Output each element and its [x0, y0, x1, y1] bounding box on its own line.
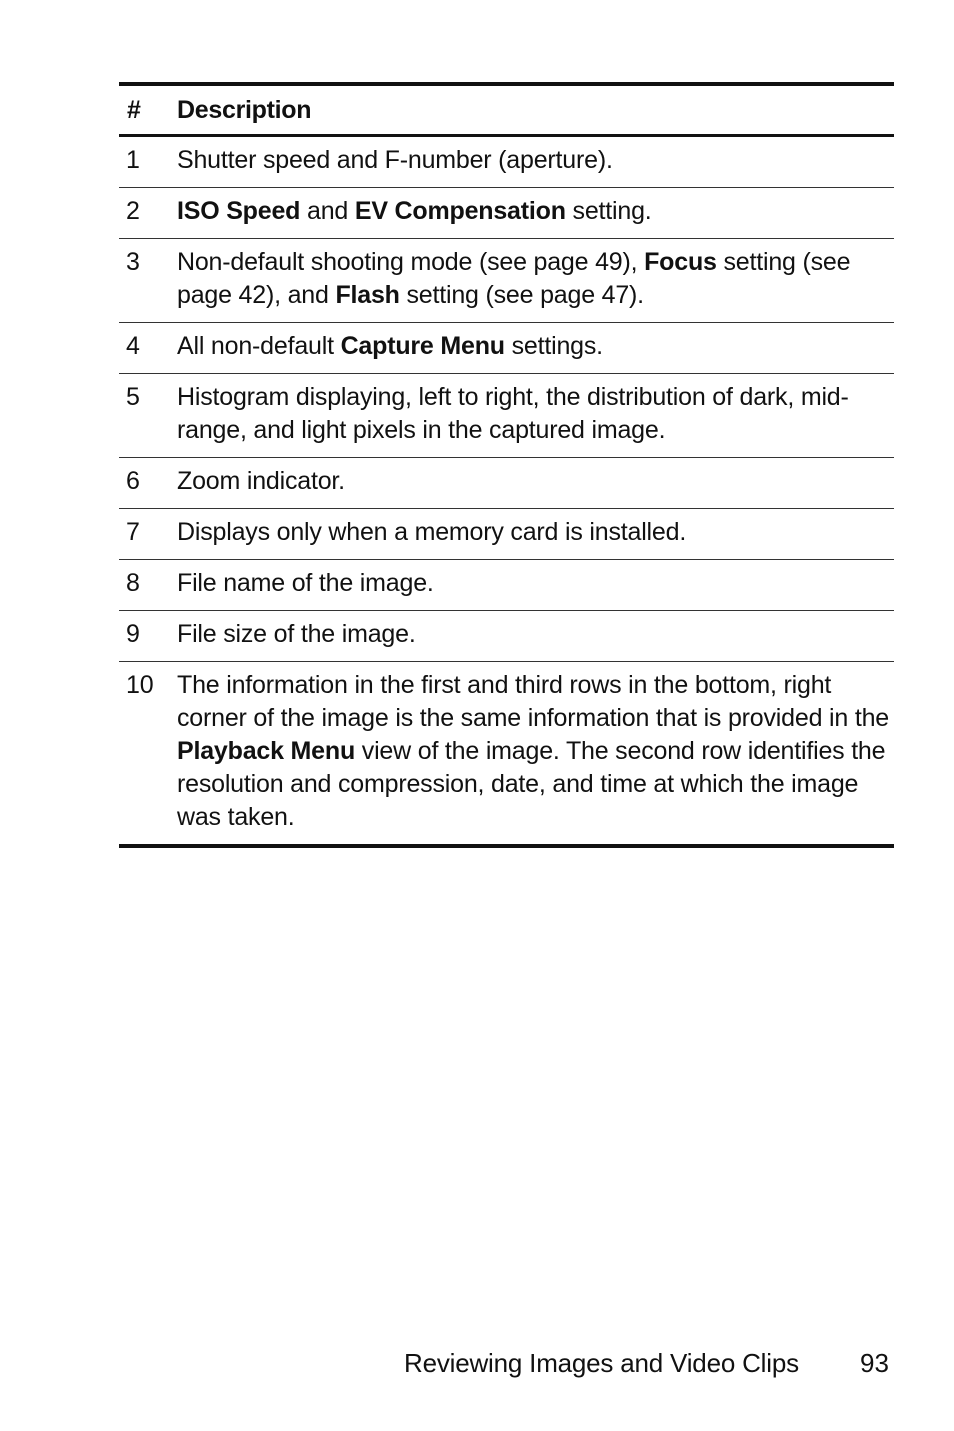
- table-row: [119, 323, 894, 374]
- table-row: [119, 509, 894, 560]
- bold-term: EV Compensation: [354, 197, 566, 225]
- description-table: [119, 82, 894, 848]
- description-text: File name of the image.: [177, 569, 434, 597]
- row-description: [177, 239, 894, 323]
- table-row: [119, 374, 894, 458]
- table-row: [119, 662, 894, 847]
- row-description: [177, 509, 894, 560]
- header-number: #: [127, 95, 141, 124]
- row-number: 3: [126, 248, 140, 276]
- row-number: 8: [126, 569, 140, 597]
- table-body: [119, 136, 894, 847]
- row-description: [177, 611, 894, 662]
- row-number: 5: [126, 383, 140, 411]
- description-text: settings.: [504, 332, 603, 360]
- table-row: [119, 188, 894, 239]
- bold-term: Playback Menu: [177, 737, 356, 765]
- row-number: 2: [126, 197, 140, 225]
- table-header-row: [119, 84, 894, 136]
- bold-term: Capture Menu: [340, 332, 505, 360]
- header-description: Description: [177, 95, 312, 124]
- bold-term: Flash: [335, 281, 400, 309]
- page-footer: [0, 1348, 954, 1384]
- description-text: File size of the image.: [177, 620, 416, 648]
- description-text: The information in the first and third rows in the bottom, right corner of the image is the same information that is provided in the: [177, 671, 889, 732]
- description-text: Displays only when a memory card is installed.: [177, 518, 687, 546]
- row-description: [177, 560, 894, 611]
- description-text: setting (see page 47).: [399, 281, 644, 309]
- table-row: [119, 611, 894, 662]
- row-number: 6: [126, 467, 140, 495]
- row-number: 1: [126, 146, 140, 174]
- bold-term: ISO Speed: [177, 197, 301, 225]
- bold-term: Focus: [644, 248, 717, 276]
- description-text: and: [300, 197, 355, 225]
- page-number: 93: [860, 1348, 889, 1378]
- table-row: [119, 560, 894, 611]
- row-number: 9: [126, 620, 140, 648]
- description-text: Non-default shooting mode (see page 49),: [177, 248, 645, 276]
- row-description: [177, 323, 894, 374]
- row-description: [177, 662, 894, 847]
- row-number: 7: [126, 518, 140, 546]
- description-table-container: [119, 82, 894, 848]
- table-row: [119, 239, 894, 323]
- description-text: view of the image. The second row identifies the resolution and compression, date, and time at which the image was taken.: [177, 737, 886, 831]
- row-description: [177, 374, 894, 458]
- description-text: setting.: [565, 197, 652, 225]
- row-number: 4: [126, 332, 140, 360]
- description-text: Shutter speed and F-number (aperture).: [177, 146, 613, 174]
- description-text: Zoom indicator.: [177, 467, 345, 495]
- row-number: 10: [126, 671, 154, 699]
- row-description: [177, 136, 894, 188]
- table-row: [119, 458, 894, 509]
- row-description: [177, 458, 894, 509]
- footer-section-title: Reviewing Images and Video Clips: [404, 1348, 799, 1378]
- table-row: [119, 136, 894, 188]
- description-text: Histogram displaying, left to right, the distribution of dark, mid-range, and light pixels in the captured image.: [177, 383, 849, 444]
- row-description: [177, 188, 894, 239]
- description-text: All non-default: [177, 332, 341, 360]
- description-text: setting (see page 42), and: [177, 248, 851, 309]
